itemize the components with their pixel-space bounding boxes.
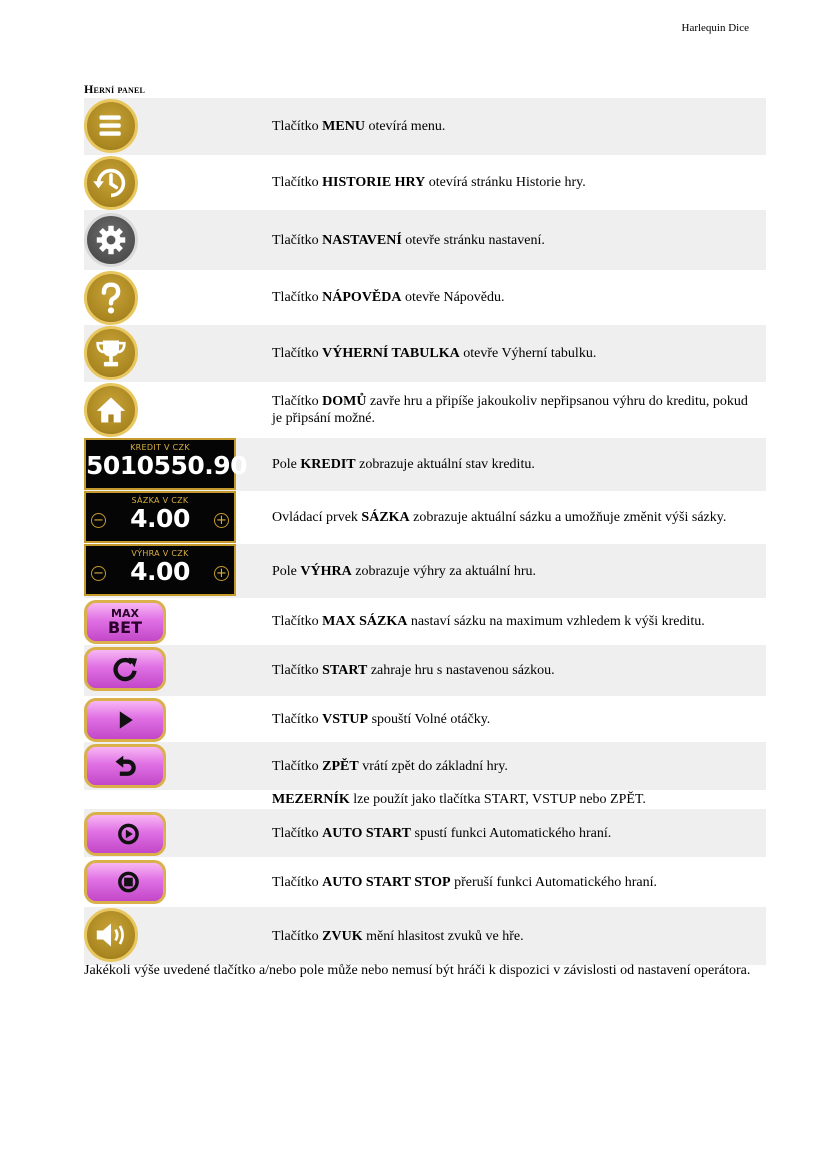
table-row: MEZERNÍK lze použít jako tlačítka START, VSTUP nebo ZPĚT. [272, 792, 646, 807]
table-row: Tlačítko NASTAVENÍ otevře stránku nastavení. [84, 210, 766, 270]
bet-label: SÁZKA V CZK [131, 496, 189, 505]
win-panel [84, 544, 236, 596]
table-row: Tlačítko AUTO START STOP přeruší funkci Automatického hraní. [84, 857, 766, 907]
gear-icon [84, 213, 138, 267]
table-row: KREDIT V CZK 5010550.90 Pole KREDIT zobrazuje aktuální stav kreditu. [84, 438, 766, 491]
max-bet-button [84, 600, 166, 644]
table-row: Tlačítko NÁPOVĚDA otevře Nápovědu. [84, 270, 766, 325]
table-row: MAX BET Tlačítko MAX SÁZKA nastaví sázku na maximum vzhledem k výši kreditu. [84, 598, 766, 645]
home-icon [84, 383, 138, 437]
start-button [84, 647, 166, 691]
help-icon [84, 271, 138, 325]
win-minus-icon: − [91, 566, 106, 581]
availability-note: Jakékoli výše uvedené tlačítko a/nebo pole může nebo nemusí být hráči k dispozici v závislosti od nastavení operátora. [84, 963, 751, 978]
auto-start-button [84, 812, 166, 856]
table-row: Tlačítko VSTUP spouští Volné otáčky. [84, 696, 766, 742]
bet-value: 4.00 [130, 504, 190, 533]
win-plus-icon: + [214, 566, 229, 581]
play-icon [87, 701, 163, 739]
bet-decrease-button[interactable]: − [91, 513, 106, 528]
max-bet-line1: MAX [111, 607, 139, 620]
section-title: Herní panel [84, 82, 146, 96]
credit-panel [84, 438, 248, 490]
table-row: Tlačítko HISTORIE HRY otevírá stránku Historie hry. [84, 155, 766, 210]
enter-button [84, 698, 166, 742]
autoplay-icon [87, 815, 163, 853]
credit-label: KREDIT V CZK [130, 443, 190, 452]
table-row: Tlačítko DOMŮ zavře hru a připíše jakoukoliv nepřipsanou výhru do kreditu, pokud je připsání možné. [84, 382, 766, 438]
table-row: VÝHRA V CZK 4.00 − + Pole VÝHRA zobrazuje výhry za aktuální hru. [84, 544, 766, 598]
table-row: SÁZKA V CZK 4.00 − + Ovládací prvek SÁZKA zobrazuje aktuální sázku a umožňuje změnit výši sázky. [84, 491, 766, 544]
win-label: VÝHRA V CZK [131, 549, 189, 558]
table-row: Tlačítko ZPĚT vrátí zpět do základní hry. [84, 742, 766, 790]
document-title: Harlequin Dice [681, 22, 749, 34]
table-row: Tlačítko START zahraje hru s nastavenou sázkou. [84, 645, 766, 696]
max-bet-line2: BET [107, 618, 143, 637]
game-panel-table [84, 98, 766, 965]
table-row: Tlačítko VÝHERNÍ TABULKA otevře Výherní tabulku. [84, 325, 766, 382]
history-icon [84, 156, 138, 210]
table-row: Tlačítko MENU otevírá menu. [84, 98, 766, 155]
back-button [84, 744, 166, 788]
autoplay-stop-icon [87, 863, 163, 901]
table-row: Tlačítko AUTO START spustí funkci Automatického hraní. [84, 809, 766, 857]
bet-increase-button[interactable]: + [214, 513, 229, 528]
bet-panel [84, 491, 236, 543]
speaker-icon [84, 908, 138, 962]
trophy-icon [84, 326, 138, 380]
refresh-icon [87, 650, 163, 688]
table-row: Tlačítko ZVUK mění hlasitost zvuků ve hře. [84, 907, 766, 965]
menu-icon [84, 99, 138, 153]
back-arrow-icon [87, 747, 163, 785]
credit-value: 5010550.90 [86, 451, 248, 480]
win-value: 4.00 [130, 557, 190, 586]
auto-start-stop-button [84, 860, 166, 904]
